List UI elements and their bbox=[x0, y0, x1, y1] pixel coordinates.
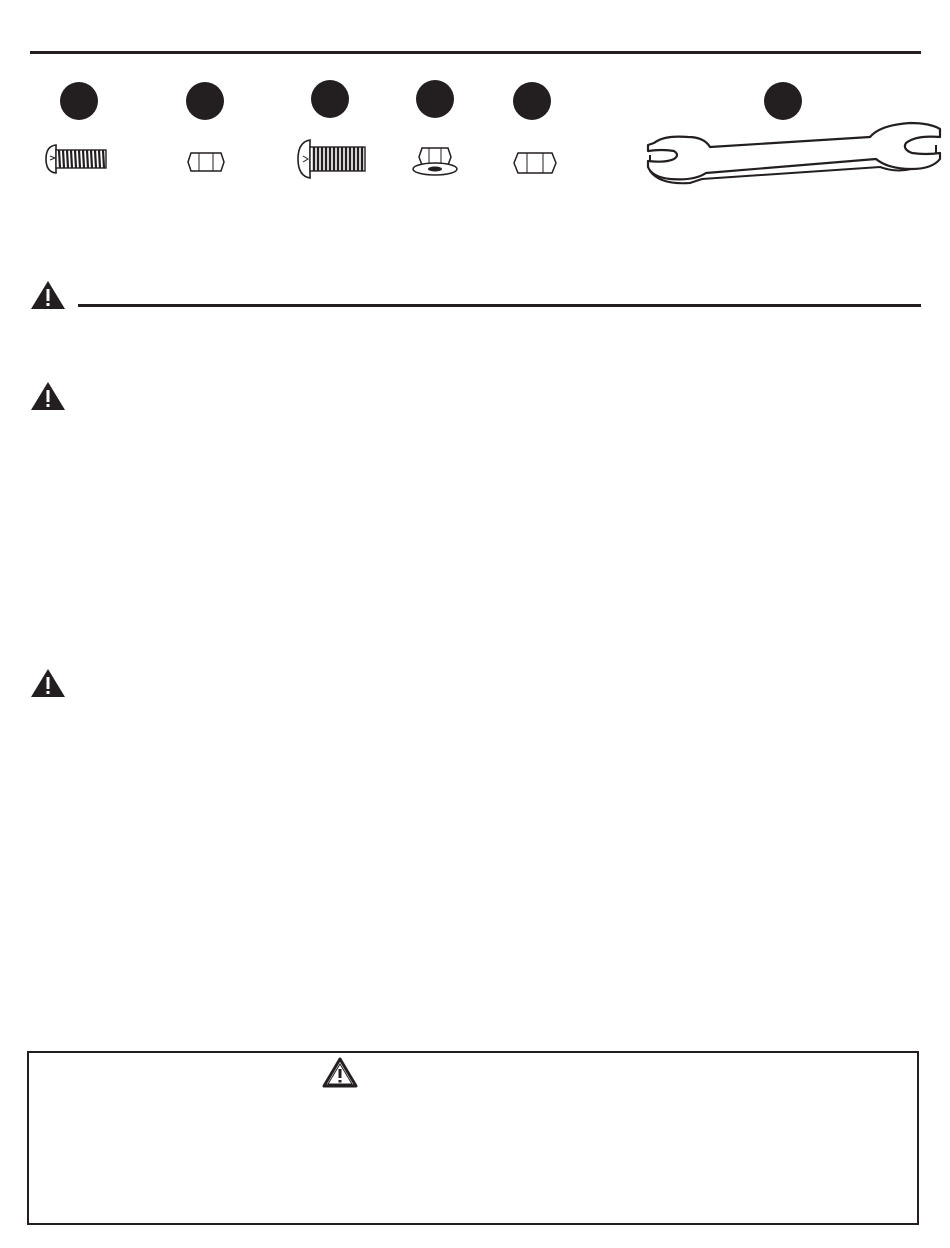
warning-triangle-icon bbox=[30, 381, 66, 411]
warning-triangle-outline-icon bbox=[322, 1057, 358, 1089]
hex-nut-icon bbox=[512, 150, 558, 176]
flange-nut-icon bbox=[410, 146, 460, 178]
warning-triangle-icon bbox=[30, 280, 66, 310]
hex-nut-icon bbox=[186, 150, 226, 174]
notice-box bbox=[27, 1051, 919, 1225]
part-4-badge bbox=[416, 80, 454, 118]
wrench-icon bbox=[640, 115, 946, 195]
part-1-badge bbox=[60, 82, 98, 120]
warning-triangle-icon bbox=[30, 668, 66, 698]
top-rule bbox=[30, 51, 921, 54]
long-bolt-icon bbox=[296, 138, 368, 180]
part-2-badge bbox=[186, 82, 224, 120]
part-5-badge bbox=[513, 82, 551, 120]
part-3-badge bbox=[311, 80, 349, 118]
warning-rule bbox=[78, 304, 921, 307]
short-bolt-icon bbox=[44, 142, 108, 176]
